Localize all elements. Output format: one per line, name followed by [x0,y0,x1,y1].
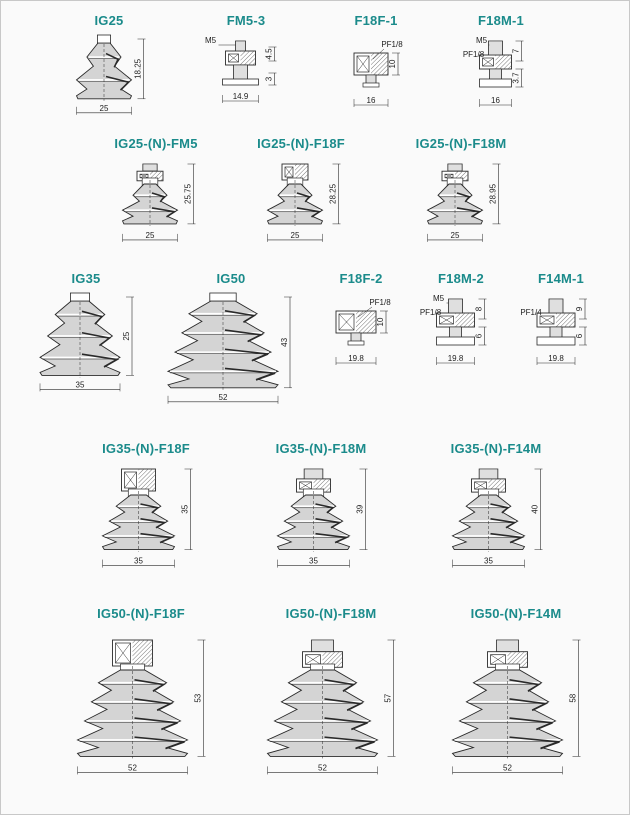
height-dimension: 18.25 [133,58,143,79]
part-ig50-n-f14m [431,606,601,806]
thread-stud [550,327,562,337]
width-dimension: 25 [145,230,155,240]
width-dimension: 35 [75,380,85,390]
part-drawing [401,156,521,251]
part-ig25 [59,13,159,123]
part-title: F14M-1 [538,271,584,286]
thread-label: M5 [475,36,488,45]
height-dimension: 3.7 [511,72,521,84]
part-drawing [326,33,426,123]
part-title: FM5-3 [226,13,266,28]
part-drawing [26,291,146,411]
height-dimension: 57 [383,693,393,703]
thread-label: M5 [204,36,217,45]
thread-stud [490,69,502,79]
part-title: IG50-(N)-F18F [97,606,185,621]
width-dimension: 14.9 [232,92,249,101]
part-drawing [421,461,571,591]
thread-label: PF1/8 [381,40,403,49]
part-ig35-n-f18f [71,441,221,591]
thread-label: PF1/8 [419,308,442,317]
width-dimension: 16 [491,96,500,105]
thread-label: PF1/8 [369,298,391,307]
width-dimension: 35 [134,556,143,566]
part-f18f-2 [311,271,411,391]
width-dimension: 25 [99,103,109,113]
part-drawing [241,156,361,251]
part-title: IG35-(N)-F18F [102,441,190,456]
height-dimension: 35 [180,504,190,514]
thread-stud [479,469,498,479]
height-dimension: 25 [122,331,131,341]
thread-stud [236,41,246,51]
height-dimension: 39 [355,504,365,514]
height-dimension: 4.5 [264,48,274,60]
height-dimension: 7 [511,48,521,54]
height-dimension: 6 [575,333,584,339]
thread-label: PF1/8 [462,50,485,59]
part-title: IG35-(N)-F18M [275,441,367,456]
part-drawing [311,291,411,391]
part-title: IG25 [94,13,124,28]
height-dimension: 25.75 [183,183,193,204]
width-dimension: 52 [128,763,137,773]
part-ig25-n-fm5 [96,136,216,251]
width-dimension: 19.8 [447,354,464,363]
height-dimension: 8 [474,306,484,312]
height-dimension: 40 [530,504,540,514]
width-dimension: 52 [318,763,327,773]
part-f18m-1 [446,13,556,123]
part-title: IG50-(N)-F14M [470,606,562,621]
part-drawing [151,291,311,431]
thread-stud [450,327,462,337]
height-dimension: 28.25 [328,183,338,204]
thread-stud [304,469,323,479]
part-drawing [191,33,301,123]
part-title: F18F-2 [339,271,383,286]
part-fm5-3 [191,13,301,123]
part-ig35-n-f18m [246,441,396,591]
part-drawing [96,156,216,251]
part-ig25-n-f18f [241,136,361,251]
part-f14m-1 [511,271,611,391]
width-dimension: 52 [218,392,228,402]
part-drawing [56,626,226,806]
part-title: F18M-1 [478,13,524,28]
part-title: IG35-(N)-F14M [450,441,542,456]
width-dimension: 19.8 [348,354,364,363]
part-f18m-2 [406,271,516,391]
part-drawing [446,33,556,123]
height-dimension: 9 [575,306,584,312]
width-dimension: 52 [503,763,512,773]
part-title: IG50-(N)-F18M [285,606,377,621]
height-dimension: 10 [376,317,385,327]
part-ig50 [151,271,311,431]
part-title: IG25-(N)-FM5 [114,136,198,151]
part-title: IG35 [71,271,101,286]
part-f18f-1 [326,13,426,123]
part-title: IG50 [216,271,246,286]
height-dimension: 6 [474,333,484,339]
part-ig25-n-f18m [401,136,521,251]
height-dimension: 43 [280,337,289,347]
part-drawing [431,626,601,806]
part-ig35-n-f14m [421,441,571,591]
width-dimension: 25 [450,230,460,240]
part-drawing [246,626,416,806]
part-drawing [511,291,611,391]
part-ig35 [26,271,146,411]
part-drawing [246,461,396,591]
part-drawing [59,33,159,123]
height-dimension: 53 [193,693,203,703]
part-ig50-n-f18m [246,606,416,806]
thread-label: PF1/4 [520,308,542,317]
part-title: F18F-1 [354,13,398,28]
width-dimension: 19.8 [548,354,564,363]
height-dimension: 3 [264,76,274,82]
part-drawing [406,291,516,391]
thread-label: M5 [432,294,445,303]
part-title: IG25-(N)-F18F [257,136,345,151]
width-dimension: 16 [366,96,376,105]
height-dimension: 10 [388,59,397,69]
width-dimension: 35 [484,556,493,566]
part-ig50-n-f18f [56,606,226,806]
part-title: IG25-(N)-F18M [415,136,507,151]
height-dimension: 58 [568,693,578,703]
width-dimension: 35 [309,556,318,566]
height-dimension: 28.95 [488,183,498,204]
part-drawing [71,461,221,591]
width-dimension: 25 [290,230,300,240]
part-title: F18M-2 [438,271,484,286]
